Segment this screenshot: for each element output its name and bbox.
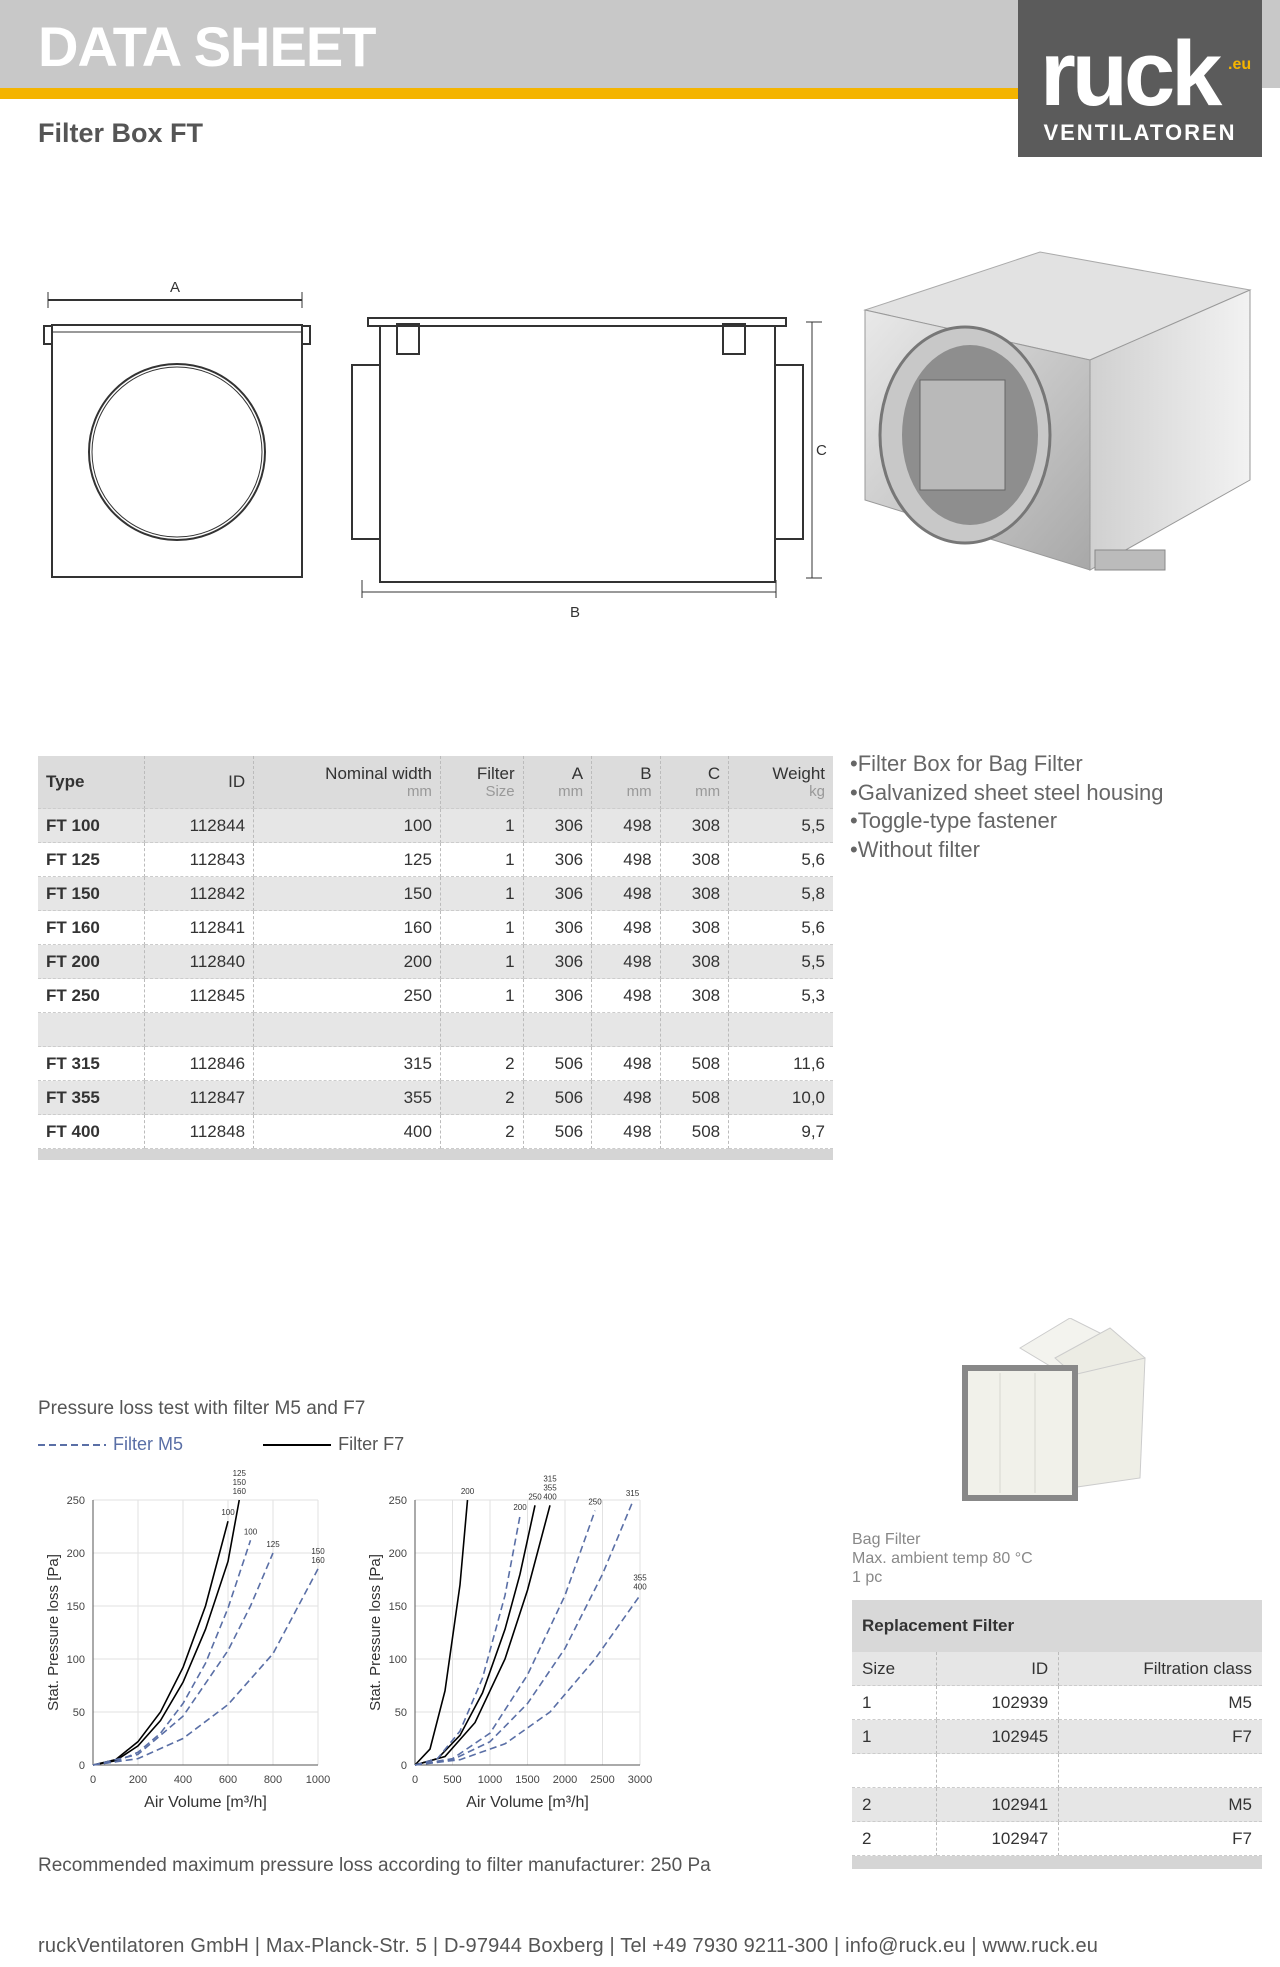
cell-a: 506	[523, 1081, 592, 1115]
cell-id: 112844	[144, 809, 253, 843]
cell-filtration-class: M5	[1059, 1788, 1262, 1822]
cell-c	[660, 1013, 729, 1047]
cell-type: FT 400	[38, 1115, 144, 1149]
table-row	[38, 1047, 833, 1081]
cell-b: 498	[592, 809, 661, 843]
table-row	[38, 1115, 833, 1149]
cell-id	[144, 1013, 253, 1047]
cell-id: 112843	[144, 843, 253, 877]
series-label: 200	[460, 1487, 475, 1496]
cell-nominal-width: 250	[254, 979, 441, 1013]
cell-type: FT 355	[38, 1081, 144, 1115]
feature-item: • Without filter	[850, 836, 1163, 865]
spec-table	[38, 756, 833, 1160]
table-row	[38, 1081, 833, 1115]
cell-b: 498	[592, 979, 661, 1013]
cell-c: 308	[660, 911, 729, 945]
y-tick-label: 0	[78, 1760, 85, 1772]
replacement-table-title: Replacement Filter	[852, 1600, 1262, 1652]
cell-nominal-width: 125	[254, 843, 441, 877]
col-header-nominal-width: Nominal width mm	[254, 756, 441, 809]
col-header-id: ID	[936, 1652, 1058, 1686]
cell-weight: 5,5	[729, 945, 833, 979]
x-tick-label: 0	[411, 1774, 419, 1786]
dim-label-a: A	[170, 279, 181, 296]
page-title: DATA SHEET	[38, 15, 376, 78]
cell-a: 506	[523, 1115, 592, 1149]
table-row	[852, 1788, 1262, 1822]
y-tick-label: 0	[400, 1760, 407, 1772]
cell-nominal-width: 355	[254, 1081, 441, 1115]
legend-m5-swatch	[38, 1440, 108, 1450]
legend-f7-label: Filter F7	[338, 1434, 405, 1454]
cell-filtration-class	[1059, 1754, 1262, 1788]
table-row	[852, 1822, 1262, 1856]
cell-id	[936, 1754, 1058, 1788]
cell-weight: 10,0	[729, 1081, 833, 1115]
side-view-drawing	[352, 318, 822, 598]
cell-nominal-width: 400	[254, 1115, 441, 1149]
header-accent-line	[0, 88, 1020, 99]
recommendation-note: Recommended maximum pressure loss according to filter manufacturer: 250 Pa	[38, 1855, 711, 1876]
cell-filter-size: 1	[440, 979, 523, 1013]
cell-id: 102941	[936, 1788, 1058, 1822]
y-tick-label: 150	[388, 1601, 407, 1613]
y-tick-label: 100	[66, 1654, 85, 1666]
table-row	[38, 1013, 833, 1047]
cell-filter-size: 2	[440, 1081, 523, 1115]
cell-a: 506	[523, 1047, 592, 1081]
cell-filter-size: 1	[440, 809, 523, 843]
cell-b: 498	[592, 843, 661, 877]
cell-weight: 5,6	[729, 911, 833, 945]
cell-c: 508	[660, 1081, 729, 1115]
series-label: 150	[232, 1478, 246, 1487]
y-tick-label: 50	[72, 1707, 85, 1719]
logo-eu: .eu	[1228, 56, 1252, 73]
x-tick-label: 2500	[590, 1774, 615, 1786]
col-header-id: ID	[144, 756, 253, 809]
chart-legend	[38, 1434, 404, 1455]
x-axis-label: Air Volume [m³/h]	[144, 1794, 267, 1811]
x-tick-label: 1000	[305, 1774, 331, 1786]
series-label: 250	[588, 1497, 602, 1507]
series-label: 400	[633, 1582, 647, 1592]
bag-filter-name: Bag Filter	[852, 1531, 921, 1548]
cell-id: 112848	[144, 1115, 253, 1149]
cell-id: 112840	[144, 945, 253, 979]
x-tick-label: 0	[89, 1774, 97, 1786]
cell-type: FT 315	[38, 1047, 144, 1081]
cell-filter-size: 1	[440, 843, 523, 877]
cell-filter-size: 1	[440, 911, 523, 945]
replacement-filter-table	[852, 1600, 1262, 1869]
logo-subtitle: VENTILATOREN	[1043, 120, 1237, 145]
cell-b: 498	[592, 877, 661, 911]
col-header-a: A mm	[523, 756, 592, 809]
legend-f7-swatch	[263, 1440, 333, 1450]
dim-label-b: B	[570, 604, 581, 621]
table-row	[38, 911, 833, 945]
series-label: 160	[232, 1487, 246, 1496]
series-label: 355	[633, 1573, 647, 1583]
cell-type: FT 160	[38, 911, 144, 945]
cell-weight: 5,8	[729, 877, 833, 911]
cell-c: 508	[660, 1047, 729, 1081]
cell-weight: 9,7	[729, 1115, 833, 1149]
cell-filter-size: 1	[440, 945, 523, 979]
x-tick-label: 600	[218, 1774, 238, 1786]
company-footer: ruckVentilatoren GmbH | Max-Planck-Str. 5 | D-97944 Boxberg | Tel +49 7930 9211-300 | info@ruck.eu | www.ruck.eu	[38, 1935, 1099, 1957]
cell-id: 102939	[936, 1686, 1058, 1720]
series-label: 160	[311, 1555, 325, 1565]
feature-item: • Toggle-type fastener	[850, 807, 1163, 836]
series-label: 400	[543, 1492, 557, 1502]
spec-table-footer-bar	[38, 1149, 833, 1161]
cell-b: 498	[592, 945, 661, 979]
bag-filter-photo	[960, 1318, 1150, 1518]
table-row	[852, 1754, 1262, 1788]
feature-item: • Galvanized sheet steel housing	[850, 779, 1163, 808]
series-label: 315	[543, 1474, 557, 1484]
cell-id: 112847	[144, 1081, 253, 1115]
cell-b: 498	[592, 1081, 661, 1115]
cell-filtration-class: M5	[1059, 1686, 1262, 1720]
series-label: 125	[266, 1540, 280, 1549]
y-tick-label: 200	[388, 1548, 407, 1560]
table-row	[852, 1686, 1262, 1720]
cell-type: FT 200	[38, 945, 144, 979]
cell-c: 308	[660, 979, 729, 1013]
dimension-drawings	[30, 240, 830, 640]
cell-weight: 11,6	[729, 1047, 833, 1081]
col-header-type: Type	[38, 756, 144, 809]
series-label: 100	[221, 1508, 235, 1518]
x-tick-label: 2000	[552, 1774, 578, 1786]
cell-b: 498	[592, 1115, 661, 1149]
cell-weight: 5,6	[729, 843, 833, 877]
col-header-size: Size	[852, 1652, 936, 1686]
table-row	[38, 877, 833, 911]
series-label: 200	[513, 1502, 527, 1512]
replacement-table-header	[852, 1652, 1262, 1686]
cell-a: 306	[523, 877, 592, 911]
table-row	[852, 1720, 1262, 1754]
table-row	[38, 809, 833, 843]
x-axis-label: Air Volume [m³/h]	[466, 1794, 589, 1811]
x-tick-label: 3000	[627, 1774, 653, 1786]
y-axis-label: Stat. Pressure loss [Pa]	[367, 1554, 384, 1711]
cell-weight	[729, 1013, 833, 1047]
feature-item: • Filter Box for Bag Filter	[850, 750, 1163, 779]
bag-filter-temp: Max. ambient temp 80 °C	[852, 1550, 1033, 1567]
cell-a: 306	[523, 911, 592, 945]
x-tick-label: 200	[128, 1774, 148, 1786]
series-line-f7	[93, 1521, 228, 1765]
product-title: Filter Box FT	[38, 118, 204, 148]
cell-a	[523, 1013, 592, 1047]
cell-nominal-width: 315	[254, 1047, 441, 1081]
cell-c: 308	[660, 945, 729, 979]
cell-nominal-width: 160	[254, 911, 441, 945]
cell-c: 308	[660, 809, 729, 843]
col-header-filtration-class: Filtration class	[1059, 1652, 1262, 1686]
spec-table-header	[38, 756, 833, 809]
logo-word: ruck	[1040, 23, 1219, 125]
series-label: 100	[243, 1527, 258, 1537]
col-header-filter-size: Filter Size	[440, 756, 523, 809]
x-tick-label: 1500	[515, 1774, 540, 1786]
cell-id: 112841	[144, 911, 253, 945]
cell-filtration-class: F7	[1059, 1822, 1262, 1856]
y-tick-label: 150	[66, 1601, 85, 1613]
series-line-m5	[415, 1502, 633, 1765]
cell-b	[592, 1013, 661, 1047]
series-label: 125	[232, 1469, 246, 1478]
x-tick-label: 500	[443, 1774, 462, 1786]
cell-nominal-width: 200	[254, 945, 441, 979]
x-tick-label: 800	[263, 1774, 283, 1786]
cell-type: FT 250	[38, 979, 144, 1013]
table-row	[38, 945, 833, 979]
cell-filter-size: 1	[440, 877, 523, 911]
y-tick-label: 250	[388, 1495, 407, 1507]
cell-b: 498	[592, 1047, 661, 1081]
cell-a: 306	[523, 945, 592, 979]
series-label: 250	[528, 1492, 542, 1502]
x-tick-label: 1000	[477, 1774, 503, 1786]
y-tick-label: 100	[388, 1654, 407, 1666]
cell-nominal-width: 100	[254, 809, 441, 843]
cell-id: 112845	[144, 979, 253, 1013]
cell-id: 102947	[936, 1822, 1058, 1856]
cell-weight: 5,5	[729, 809, 833, 843]
series-label: 355	[543, 1483, 557, 1493]
feature-list	[850, 750, 1163, 864]
bag-filter-qty: 1 pc	[852, 1569, 883, 1586]
cell-size: 2	[852, 1788, 936, 1822]
cell-filter-size: 2	[440, 1115, 523, 1149]
y-tick-label: 250	[66, 1495, 85, 1507]
series-line-f7	[415, 1502, 535, 1765]
y-axis-label: Stat. Pressure loss [Pa]	[45, 1554, 62, 1711]
front-view-drawing	[44, 292, 310, 577]
series-line-m5	[93, 1569, 318, 1765]
cell-c: 308	[660, 843, 729, 877]
chart-heading: Pressure loss test with filter M5 and F7	[38, 1398, 366, 1419]
cell-nominal-width	[254, 1013, 441, 1047]
col-header-c: C mm	[660, 756, 729, 809]
cell-weight: 5,3	[729, 979, 833, 1013]
cell-filter-size	[440, 1013, 523, 1047]
col-header-b: B mm	[592, 756, 661, 809]
cell-id: 102945	[936, 1720, 1058, 1754]
cell-size	[852, 1754, 936, 1788]
cell-type	[38, 1013, 144, 1047]
cell-type: FT 150	[38, 877, 144, 911]
cell-size: 1	[852, 1720, 936, 1754]
x-tick-label: 400	[173, 1774, 193, 1786]
cell-a: 306	[523, 843, 592, 877]
cell-c: 308	[660, 877, 729, 911]
dim-label-c: C	[816, 442, 827, 459]
cell-c: 508	[660, 1115, 729, 1149]
cell-a: 306	[523, 809, 592, 843]
cell-b: 498	[592, 911, 661, 945]
bag-filter-info	[852, 1530, 1033, 1587]
legend-m5-label: Filter M5	[113, 1434, 184, 1454]
cell-nominal-width: 150	[254, 877, 441, 911]
table-row	[38, 843, 833, 877]
cell-filtration-class: F7	[1059, 1720, 1262, 1754]
cell-id: 112846	[144, 1047, 253, 1081]
cell-filter-size: 2	[440, 1047, 523, 1081]
table-row	[38, 979, 833, 1013]
col-header-weight: Weight kg	[729, 756, 833, 809]
series-line-f7	[415, 1500, 468, 1765]
y-tick-label: 50	[394, 1707, 407, 1719]
cell-id: 112842	[144, 877, 253, 911]
product-photo	[860, 250, 1260, 610]
cell-a: 306	[523, 979, 592, 1013]
cell-size: 1	[852, 1686, 936, 1720]
series-label: 150	[311, 1546, 325, 1556]
cell-type: FT 125	[38, 843, 144, 877]
cell-type: FT 100	[38, 809, 144, 843]
pressure-chart-large	[360, 1460, 680, 1845]
replacement-table-footer-bar	[852, 1856, 1262, 1870]
pressure-chart-small	[38, 1460, 358, 1845]
y-tick-label: 200	[66, 1548, 85, 1560]
cell-size: 2	[852, 1822, 936, 1856]
series-label: 315	[625, 1489, 640, 1499]
